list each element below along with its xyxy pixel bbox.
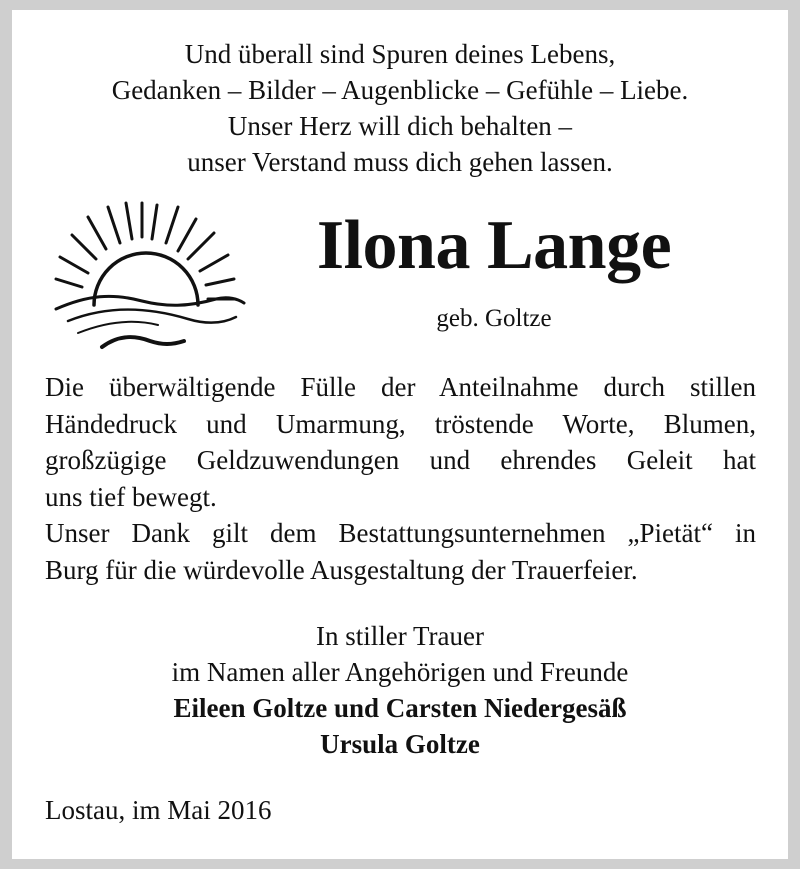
poem-line: Und überall sind Spuren deines Lebens, xyxy=(184,39,616,69)
place-date: Lostau, im Mai 2016 xyxy=(45,795,272,825)
thanks-line: Die überwältigende Fülle der Anteilnahme durch stillen xyxy=(45,372,756,402)
thanks-line: Unser Dank gilt dem Bestattungsunternehmen „Pietät“ in xyxy=(45,518,756,548)
thanks-text xyxy=(45,369,756,588)
signature-block xyxy=(12,618,788,762)
thanks-line: großzügige Geldzuwendungen und ehrendes Geleit hat xyxy=(45,445,756,475)
thanks-line: Händedruck und Umarmung, tröstende Worte, Blumen, xyxy=(45,408,756,439)
signature-name: Eileen Goltze und Carsten Niedergesäß xyxy=(173,693,627,723)
thanks-line: Burg für die würdevolle Ausgestaltung der Trauerfeier. xyxy=(45,554,638,585)
poem-line: unser Verstand muss dich gehen lassen. xyxy=(187,147,613,177)
birth-name: geb. Goltze xyxy=(436,305,552,332)
signature-intro: In stiller Trauer xyxy=(316,621,484,651)
deceased-name: Ilona Lange xyxy=(316,207,672,284)
signature-on-behalf: im Namen aller Angehörigen und Freunde xyxy=(171,657,629,687)
poem-line: Gedanken – Bilder – Augenblicke – Gefühle – Liebe. xyxy=(111,75,689,105)
poem xyxy=(12,36,788,180)
signature-name: Ursula Goltze xyxy=(320,729,480,759)
sunrise-icon xyxy=(38,195,248,355)
thanks-line: uns tief bewegt. xyxy=(45,481,217,512)
poem-line: Unser Herz will dich behalten – xyxy=(227,111,573,141)
obituary-card xyxy=(12,10,788,859)
